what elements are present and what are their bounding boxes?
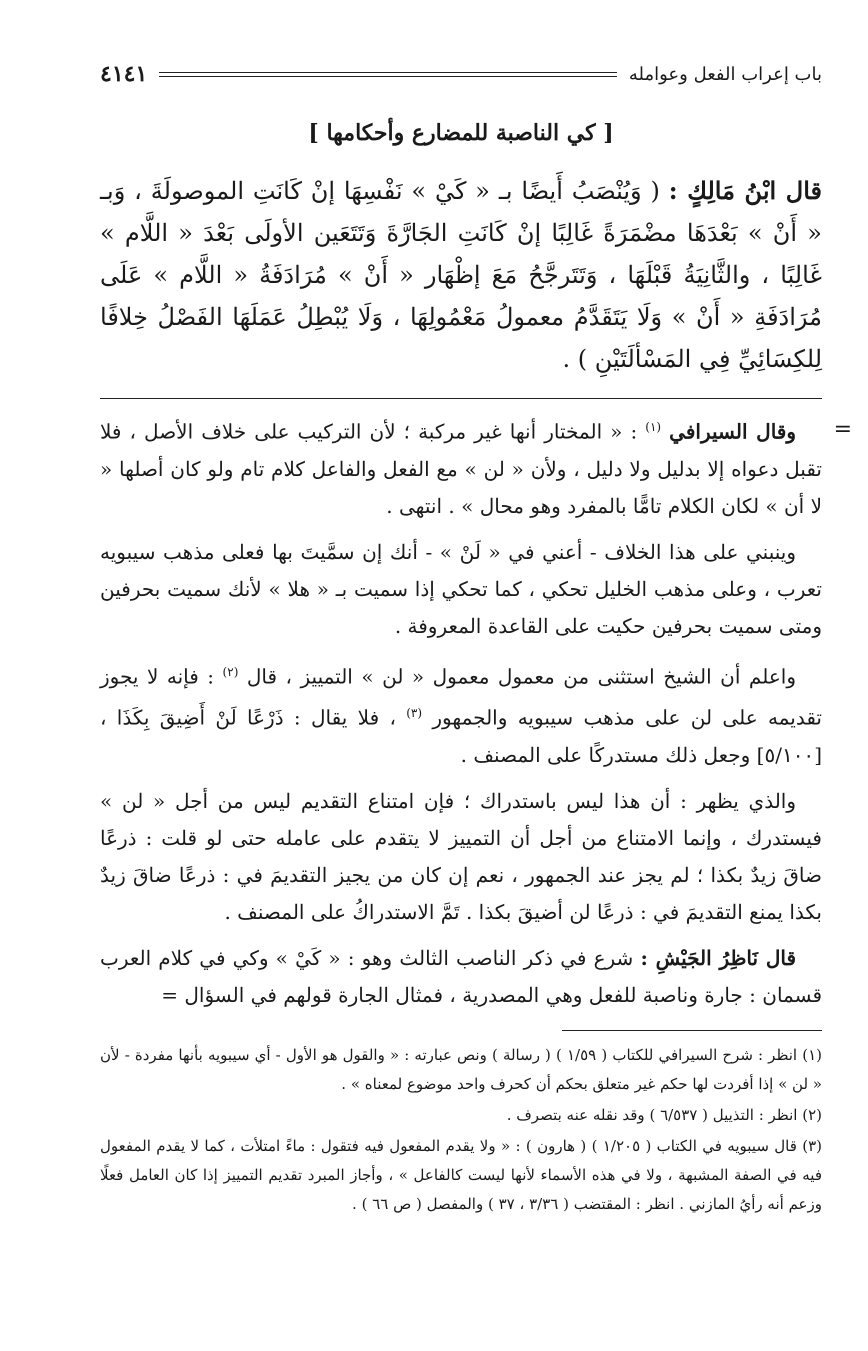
sirafi-speaker: وقال السيرافي	[669, 419, 797, 444]
nazir-text: شرع في ذكر الناصب الثالث وهو : « كَيْ » وكي في كلام العرب قسمان : جارة وناصبة للفعل وهي المصدرية ، فمثال الجارة قولهم في السؤال =	[100, 945, 822, 1007]
page-number: ٤١٤١	[100, 61, 148, 87]
footnotes	[100, 1041, 822, 1219]
matn-divider	[100, 398, 822, 399]
running-title: باب إعراب الفعل وعوامله	[628, 63, 822, 85]
header-rule	[159, 72, 617, 77]
tamyiz-text-c: ، فلا يقال : ذَرْعًا لَنْ أَضِيقَ بِكَذَا ، [٥/١٠٠] وجعل ذلك مستدركًا على المصنف .	[100, 705, 822, 767]
tamyiz-text-a: واعلم أن الشيخ استثنى من معمول معمول « لن » التمييز ، قال	[246, 664, 796, 689]
paragraph-istidrak: والذي يظهر : أن هذا ليس باستدراك ؛ فإن امتناع التقديم ليس من أجل « لن » فيستدرك ، وإنما الامتناع من أجل أن التمييز لا يتقدم على عامله حتى لو قلت : ذرعًا ضاقَ زيدٌ بكذا ؛ لم يجز عند الجمهور ، نعم إن كان من يجيز التقديمَ في : ذرعًا ضاقَ زيدٌ بكذا يمنع التقديمَ في : ذرعًا لن أضيقَ بكذا . تَمَّ الاستدراكُ على المصنف .	[100, 788, 822, 924]
commentary	[100, 409, 852, 1014]
paragraph-khilaf: وينبني على هذا الخلاف - أعني في « لَنْ » - أنك إن سمَّيتَ بها فعلى مذهب سيبويه تعرب ، وعلى مذهب الخليل تحكي ، كما تحكي إذا سميت بـ « هلا » لأنك سميت بحرفين ومتى سميت بحرفين حكيت على القاعدة المعروفة .	[100, 539, 822, 638]
footnote-ref-3: (٣)	[406, 706, 423, 721]
matn-text	[100, 170, 822, 380]
tamyiz-text-b: : فإنه لا يجوز تقديمه على لن على مذهب سيبويه والجمهور	[100, 664, 822, 730]
footnote-ref-1: (١)	[645, 420, 662, 434]
footnote-ref-2: (٢)	[222, 664, 239, 679]
nazir-speaker: قال نَاظِرُ الجَيْشِ :	[640, 945, 797, 970]
paragraph-sirafi	[100, 409, 822, 525]
footnote-3: (٣) قال سيبويه في الكتاب ( ١/٢٠٥ ) ( هارون ) : « ولا يقدم المفعول فيه فتقول : ماءً امتلأت ، كما لا يقدم المفعول فيه في الصفة المشبهة ، ولا في هذه الأسماء لأنها ليست كالفاعل » ، وأجاز المبرد تقديم التمييز إذا كان العامل فعلًا وزعم أنه رأيُ المازني . انظر : المقتضب ( ٣/٣٦ ، ٣٧ ) والمفصل ( ص ٦٦ ) .	[100, 1136, 823, 1213]
matn-speaker: قال ابْنُ مَالِكٍ :	[668, 176, 822, 205]
paragraph-tamyiz	[100, 654, 822, 774]
sirafi-text: : « المختار أنها غير مركبة ؛ لأن التركيب على خلاف الأصل ، فلا تقبل دعواه إلا بدليل ولا دليل ، ولأن « لن » مع الفعل والفاعل كلام تام ولو كان أصلها « لا أن » لكان الكلام تامًّا بالمفرد وهو محال » . انتهى .	[100, 419, 822, 518]
paragraph-nazir	[100, 940, 822, 1014]
section-title: [ كي الناصبة للمضارع وأحكامها ]	[308, 120, 614, 146]
running-header	[100, 56, 822, 92]
page	[100, 56, 852, 1221]
footnote-rule	[562, 1030, 822, 1031]
continuation-marker-start: =	[833, 417, 852, 442]
footnote-2: (٢) انظر : التذييل ( ٦/٥٣٧ ) وقد نقله عنه بتصرف .	[506, 1105, 822, 1124]
matn-body: ( وَيُنْصَبُ أَيضًا بـ « كَيْ » نَفْسِهَا إنْ كَانَتِ الموصولَةَ ، وَبـ « أَنْ » بَعْدَهَا مضْمَرَةً غَالِبًا إنْ كَانَتِ الجَارَّةَ وَتَتَعَين الأولَى بَعْدَ « اللَّام » غَالِبًا ، والثَّانِيَةُ قَبْلَهَا ، وَتَتَرجَّحُ مَعَ إظْهَار « أَنْ » مُرَادَفَةُ « اللَّام » عَلَى مُرَادَفَةِ « أَنْ » وَلَا يَتَقَدَّمُ معمولُ مَعْمُولِهَا ، وَلَا يُبْطِلُ عَمَلَهَا الفَصْلُ خِلافًا لِلكِسَائِيِّ فِي المَسْألَتَيْنِ ) .	[100, 177, 822, 373]
footnote-1: (١) انظر : شرح السيرافي للكتاب ( ١/٥٩ ) ( رسالة ) ونص عبارته : « والقول هو الأول - أي سيبويه بأنها مفردة - لأن « لن » إذا أفردت لها حكم غير متعلق بحكم أن كحرف واحد موضوع لمعناه » .	[100, 1045, 822, 1093]
